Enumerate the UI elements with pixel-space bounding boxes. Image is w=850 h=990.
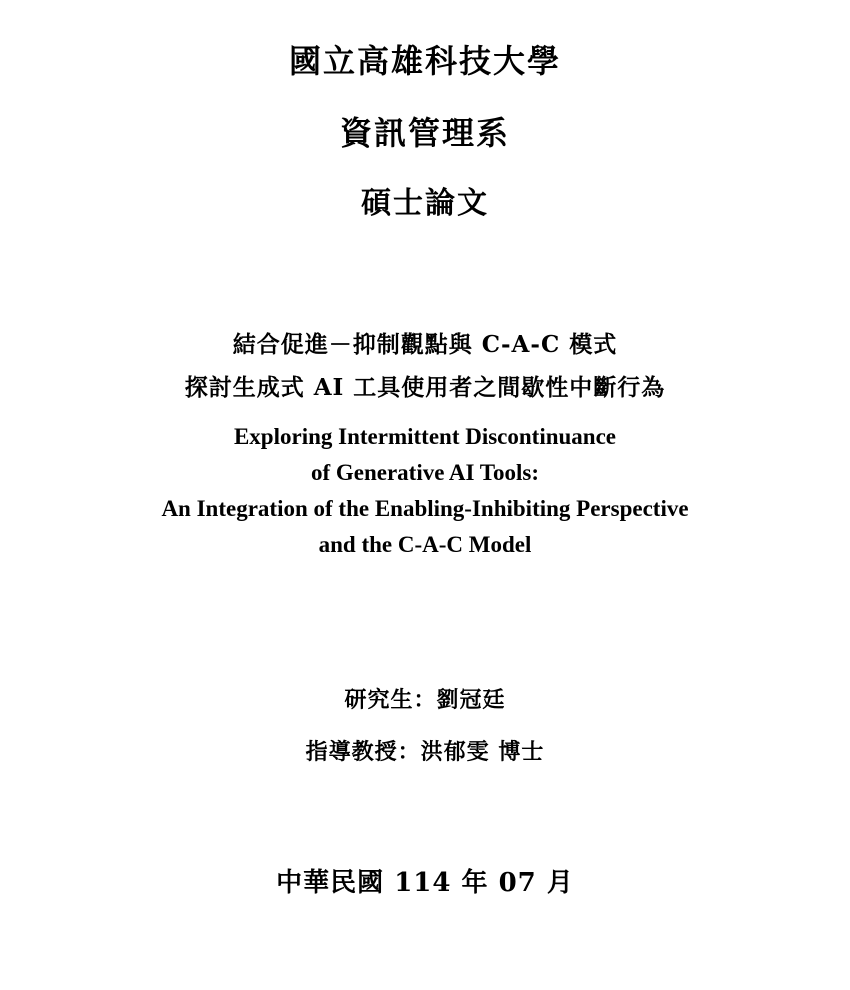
chinese-title-line-1: 結合促進－抑制觀點與 C-A-C 模式	[232, 331, 618, 358]
department-name: 資訊管理系	[339, 114, 510, 152]
advisor-name: 指導教授：洪郁雯 博士	[305, 739, 545, 765]
submission-date: 中華民國 114 年 07 月	[276, 868, 574, 898]
degree-type: 碩士論文	[361, 186, 489, 221]
english-title-line-1: Exploring Intermittent Discontinuance	[233, 424, 617, 449]
chinese-title-line-2: 探討生成式 AI 工具使用者之間歇性中斷行為	[184, 374, 666, 401]
english-title-line-2: of Generative AI Tools:	[310, 460, 540, 485]
university-name: 國立高雄科技大學	[288, 42, 561, 80]
english-title-line-3: An Integration of the Enabling-Inhibiting Perspective	[161, 496, 689, 521]
student-name: 研究生：劉冠廷	[344, 687, 506, 713]
english-title-line-4: and the C-A-C Model	[318, 532, 532, 557]
